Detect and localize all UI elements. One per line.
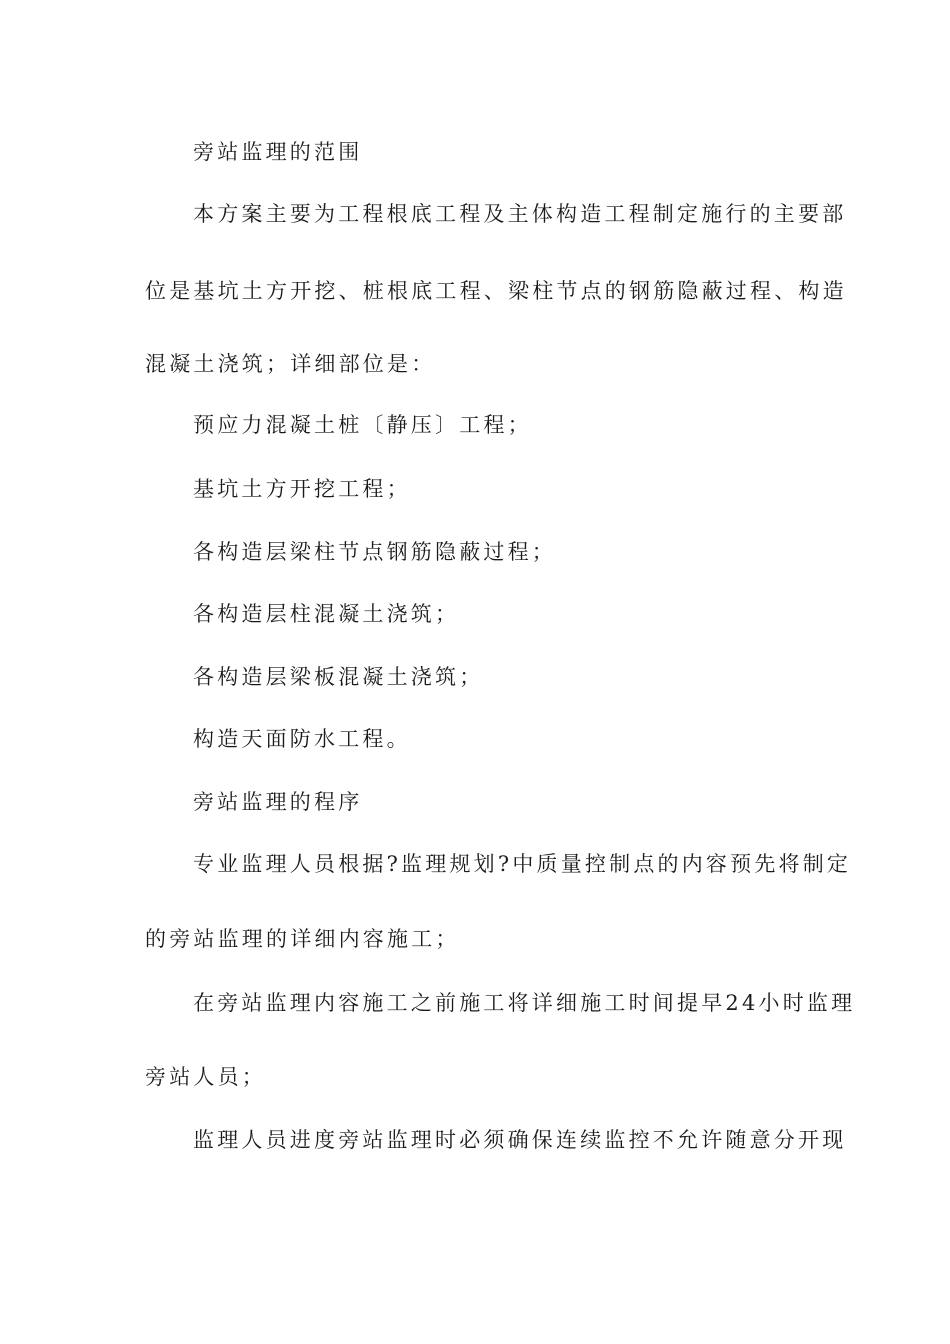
section-heading-procedure: 旁站监理的程序 xyxy=(193,790,363,814)
list-item: 基坑土方开挖工程； xyxy=(193,477,411,501)
paragraph-line: 混凝土浇筑；详细部位是： xyxy=(145,352,436,376)
paragraph-line: 本方案主要为工程根底工程及主体构造工程制定施行的主要部 xyxy=(193,202,847,226)
paragraph-line: 旁站人员； xyxy=(145,1065,266,1089)
list-item: 各构造层梁板混凝土浇筑； xyxy=(193,665,484,689)
list-item: 预应力混凝土桩〔静压〕工程； xyxy=(193,413,532,437)
paragraph-line: 专业监理人员根据?监理规划?中质量控制点的内容预先将制定 xyxy=(193,852,852,876)
paragraph-line: 位是基坑土方开挖、桩根底工程、梁柱节点的钢筋隐蔽过程、构造 xyxy=(145,279,847,303)
paragraph-line: 监理人员进度旁站监理时必须确保连续监控不允许随意分开现 xyxy=(193,1128,847,1152)
list-item: 构造天面防水工程。 xyxy=(193,727,411,751)
list-item: 各构造层梁柱节点钢筋隐蔽过程； xyxy=(193,540,556,564)
section-heading-scope: 旁站监理的范围 xyxy=(193,140,363,164)
list-item: 各构造层柱混凝土浇筑； xyxy=(193,602,460,626)
paragraph-line: 的旁站监理的详细内容施工； xyxy=(145,927,460,951)
paragraph-line: 在旁站监理内容施工之前施工将详细施工时间提早24小时监理 xyxy=(193,991,856,1015)
